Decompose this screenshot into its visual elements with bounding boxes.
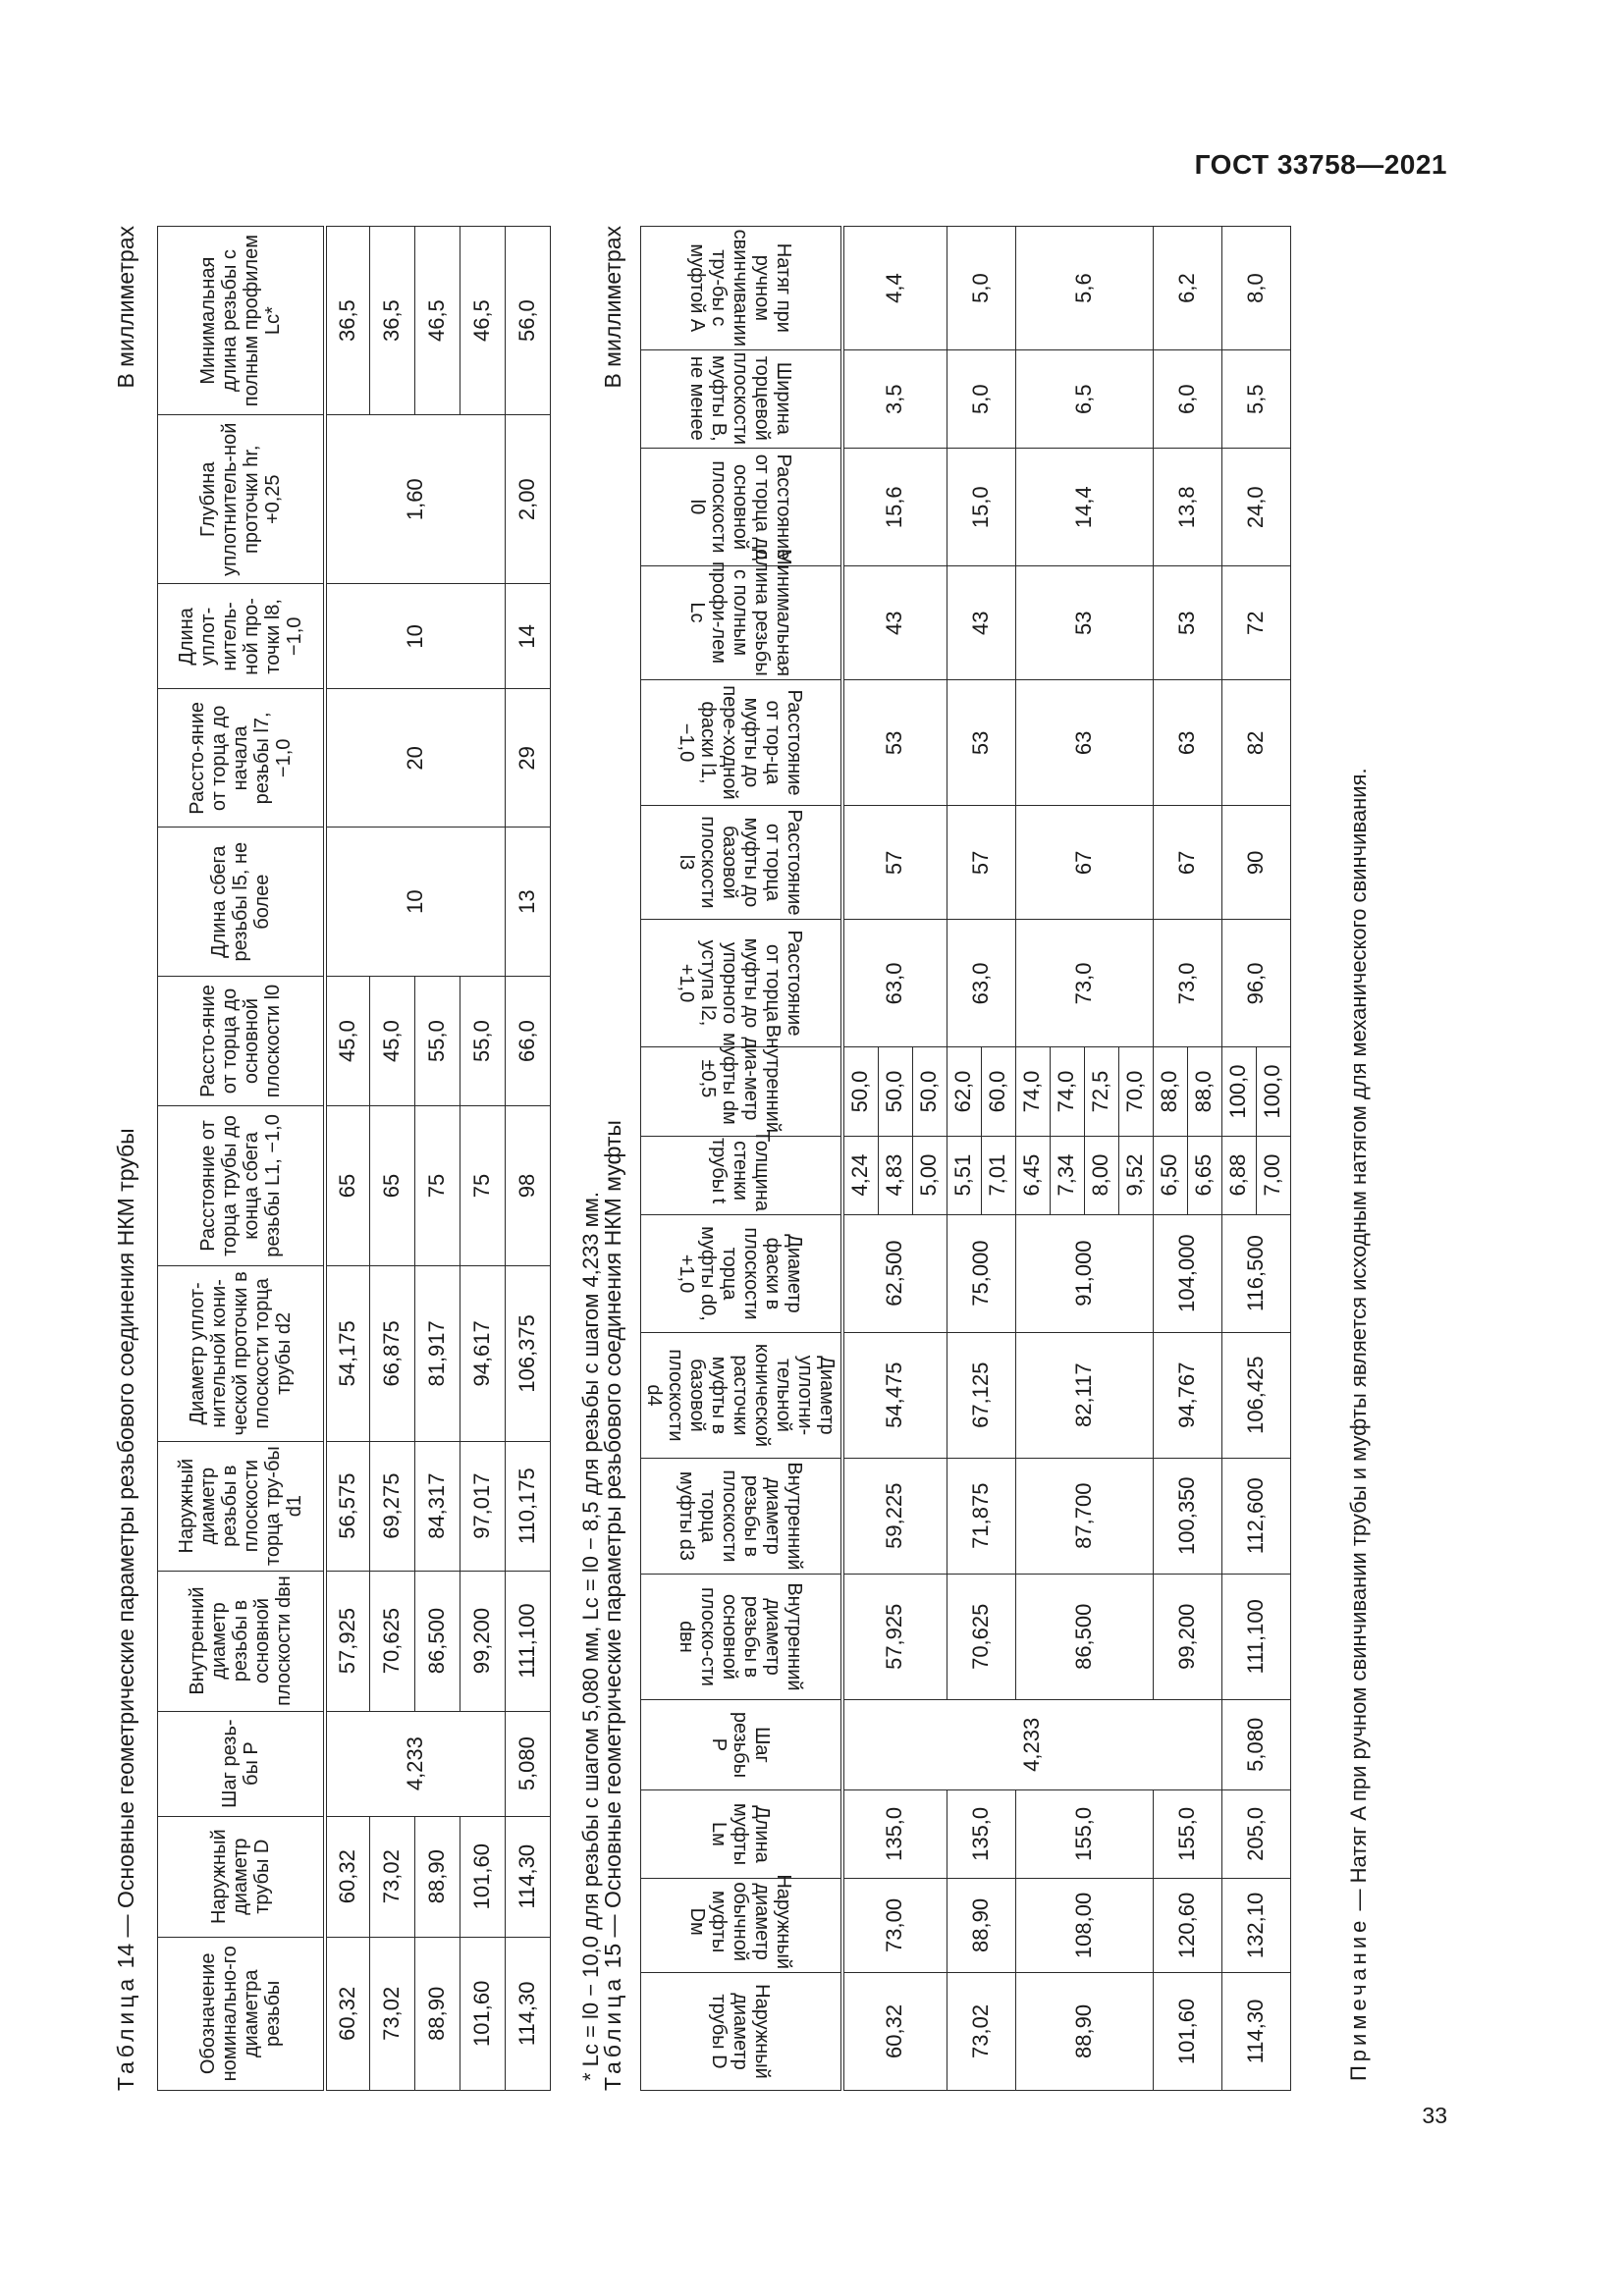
t15-cell: 104,000 bbox=[1153, 1214, 1221, 1332]
table15-unit: В миллиметрах bbox=[600, 226, 625, 389]
t14-h-Lc: Минимальная длина резьбы с полным профилем Lc* bbox=[158, 227, 325, 415]
t15-cell: 13,8 bbox=[1153, 449, 1221, 566]
t15-cell: 73,02 bbox=[947, 1972, 1015, 2090]
t15-cell: 155,0 bbox=[1153, 1789, 1221, 1878]
table14-caption bbox=[114, 1128, 139, 2091]
table-row bbox=[325, 227, 370, 2091]
t15-cell-pitch: 4,233 bbox=[842, 1699, 1222, 1789]
t15-cell: 24,0 bbox=[1221, 449, 1290, 566]
t15-cell: 132,10 bbox=[1221, 1878, 1290, 1972]
t15-cell: 70,625 bbox=[947, 1574, 1015, 1699]
t15-cell: 100,0 bbox=[1256, 1047, 1290, 1136]
table-row bbox=[1221, 227, 1256, 2091]
t15-cell: 62,0 bbox=[947, 1047, 981, 1136]
t14-cell-l8: 14 bbox=[506, 584, 551, 689]
t15-cell: 91,000 bbox=[1015, 1214, 1153, 1332]
t14-h-outer-d: Наружный диаметр трубы D bbox=[158, 1816, 325, 1937]
t14-cell: 101,60 bbox=[460, 1937, 506, 2090]
t14-cell: 70,625 bbox=[370, 1571, 415, 1711]
t15-h-D: Наружный диаметр трубы D bbox=[641, 1972, 842, 2090]
t14-cell-l8: 10 bbox=[325, 584, 506, 689]
t14-cell-l5: 13 bbox=[506, 828, 551, 977]
table15-note-text: — Натяг A при ручном свинчивании трубы и муфты является исходным натягом для механического свинчивания. bbox=[1346, 768, 1371, 1911]
t15-cell: 88,90 bbox=[947, 1878, 1015, 1972]
t15-cell: 73,0 bbox=[1015, 920, 1153, 1047]
table15-caption-num: 15 bbox=[600, 1943, 625, 1969]
t14-cell: 56,575 bbox=[325, 1441, 370, 1571]
t14-cell: 106,375 bbox=[506, 1266, 551, 1442]
t15-cell: 90 bbox=[1221, 806, 1290, 920]
t14-cell: 99,200 bbox=[460, 1571, 506, 1711]
t15-cell: 6,50 bbox=[1153, 1136, 1187, 1214]
t14-cell: 75 bbox=[415, 1105, 460, 1265]
t15-cell: 67 bbox=[1015, 806, 1153, 920]
t15-cell: 4,83 bbox=[878, 1136, 912, 1214]
t14-cell-l7: 20 bbox=[325, 689, 506, 828]
t15-h-l2: Расстояние от торца муфты до упорного уступа l2, +1,0 bbox=[641, 920, 842, 1047]
t15-h-A: Натяг при ручном свинчивании тру-бы с муфтой A bbox=[641, 227, 842, 350]
t15-cell: 7,01 bbox=[981, 1136, 1015, 1214]
t15-cell: 87,700 bbox=[1015, 1458, 1153, 1574]
t15-cell: 7,00 bbox=[1256, 1136, 1290, 1214]
t15-cell: 15,6 bbox=[842, 449, 947, 566]
t14-cell: 55,0 bbox=[415, 977, 460, 1106]
t15-cell: 71,875 bbox=[947, 1458, 1015, 1574]
t15-cell: 4,4 bbox=[842, 227, 947, 350]
t14-cell-l5: 10 bbox=[325, 828, 506, 977]
table14-caption-text: — Основные геометрические параметры резьбового соединения НКМ трубы bbox=[113, 1128, 138, 1938]
t15-cell: 100,350 bbox=[1153, 1458, 1221, 1574]
t14-cell: 94,617 bbox=[460, 1266, 506, 1442]
t15-cell: 75,000 bbox=[947, 1214, 1015, 1332]
t15-h-l1: Расстояние от тор-ца муфты до пере-ходной фаски l1, −1,0 bbox=[641, 680, 842, 806]
t15-cell: 50,0 bbox=[842, 1047, 879, 1136]
t15-cell: 106,425 bbox=[1221, 1332, 1290, 1458]
t14-h-l5: Длина сбега резьбы l5, не более bbox=[158, 828, 325, 977]
t15-cell: 100,0 bbox=[1221, 1047, 1256, 1136]
t15-cell: 14,4 bbox=[1015, 449, 1153, 566]
t15-cell: 67,125 bbox=[947, 1332, 1015, 1458]
t14-cell: 45,0 bbox=[325, 977, 370, 1106]
t14-cell-hr: 1,60 bbox=[325, 415, 506, 584]
t15-cell: 88,90 bbox=[1015, 1972, 1153, 2090]
t15-cell: 57,925 bbox=[842, 1574, 947, 1699]
t14-h-dvn: Внутренний диаметр резьбы в основной плоскости dвн bbox=[158, 1571, 325, 1711]
t15-cell: 82,117 bbox=[1015, 1332, 1153, 1458]
t15-cell: 8,0 bbox=[1221, 227, 1290, 350]
t14-h-d1: Наружный диаметр резьбы в плоскости торца тру-бы d1 bbox=[158, 1441, 325, 1571]
t15-cell: 96,0 bbox=[1221, 920, 1290, 1047]
t15-h-d4: Диаметр уплотни-тельной конической расточки муфты в базовой плоскости d4 bbox=[641, 1332, 842, 1458]
t15-cell: 111,100 bbox=[1221, 1574, 1290, 1699]
t14-cell: 36,5 bbox=[370, 227, 415, 415]
t14-h-pitch: Шаг резь-бы P bbox=[158, 1711, 325, 1816]
t14-cell: 56,0 bbox=[506, 227, 551, 415]
t15-cell: 82 bbox=[1221, 680, 1290, 806]
t15-cell: 5,6 bbox=[1015, 227, 1153, 350]
t15-cell: 86,500 bbox=[1015, 1574, 1153, 1699]
t15-h-Dm: Наружный диаметр обычной муфты Dм bbox=[641, 1878, 842, 1972]
t14-cell: 57,925 bbox=[325, 1571, 370, 1711]
t15-cell: 135,0 bbox=[947, 1789, 1015, 1878]
t15-cell: 63,0 bbox=[842, 920, 947, 1047]
t15-h-d0: Диаметр фаски в плоскости торца муфты d0, +1,0 bbox=[641, 1214, 842, 1332]
t15-cell: 5,00 bbox=[912, 1136, 947, 1214]
t14-h-l0: Рассто-яние от торца до основной плоскости l0 bbox=[158, 977, 325, 1106]
t14-cell: 110,175 bbox=[506, 1441, 551, 1571]
t15-cell: 88,0 bbox=[1153, 1047, 1187, 1136]
t15-cell: 72,5 bbox=[1084, 1047, 1118, 1136]
table14 bbox=[157, 226, 551, 2091]
t15-h-l3: Расстояние от торца муфты до базовой плоскости l3 bbox=[641, 806, 842, 920]
rotated-content bbox=[110, 226, 1396, 2091]
t15-cell: 53 bbox=[947, 680, 1015, 806]
t15-cell: 5,0 bbox=[947, 227, 1015, 350]
t15-cell: 6,65 bbox=[1187, 1136, 1221, 1214]
t14-cell: 84,317 bbox=[415, 1441, 460, 1571]
t15-cell: 8,00 bbox=[1084, 1136, 1118, 1214]
t15-cell: 63 bbox=[1153, 680, 1221, 806]
t15-cell: 5,5 bbox=[1221, 350, 1290, 449]
t14-h-hr: Глубина уплотнитель-ной проточки hr, +0,25 bbox=[158, 415, 325, 584]
table14-unit: В миллиметрах bbox=[113, 226, 138, 389]
t15-cell: 6,88 bbox=[1221, 1136, 1256, 1214]
t14-cell: 65 bbox=[325, 1105, 370, 1265]
t14-cell: 81,917 bbox=[415, 1266, 460, 1442]
table-row bbox=[947, 227, 981, 2091]
t14-cell: 46,5 bbox=[415, 227, 460, 415]
t15-cell: 101,60 bbox=[1153, 1972, 1221, 2090]
t14-cell: 66,0 bbox=[506, 977, 551, 1106]
t15-cell: 63,0 bbox=[947, 920, 1015, 1047]
t15-cell: 120,60 bbox=[1153, 1878, 1221, 1972]
t15-cell: 72 bbox=[1221, 566, 1290, 680]
t15-cell: 6,5 bbox=[1015, 350, 1153, 449]
t15-cell: 43 bbox=[842, 566, 947, 680]
t14-cell: 88,90 bbox=[415, 1937, 460, 2090]
t15-h-t: Толщина стенки трубы t bbox=[641, 1136, 842, 1214]
table15 bbox=[640, 226, 1291, 2091]
t15-cell: 108,00 bbox=[1015, 1878, 1153, 1972]
t15-cell: 5,0 bbox=[947, 350, 1015, 449]
t15-cell: 57 bbox=[947, 806, 1015, 920]
t15-cell: 59,225 bbox=[842, 1458, 947, 1574]
t14-cell-hr: 2,00 bbox=[506, 415, 551, 584]
t15-cell: 73,0 bbox=[1153, 920, 1221, 1047]
t15-cell: 155,0 bbox=[1015, 1789, 1153, 1878]
table14-footnote: * Lc = l0 − 10,0 для резьбы с шагом 5,080 мм, Lc = l0 − 8,5 для резьбы с шагом 4,233 мм. bbox=[578, 1191, 603, 2081]
t15-h-B: Ширина торцевой плоскости муфты B, не менее bbox=[641, 350, 842, 449]
t15-cell: 63 bbox=[1015, 680, 1153, 806]
t14-cell: 97,017 bbox=[460, 1441, 506, 1571]
t14-cell: 54,175 bbox=[325, 1266, 370, 1442]
t14-cell: 75 bbox=[460, 1105, 506, 1265]
t15-cell: 74,0 bbox=[1015, 1047, 1050, 1136]
t15-cell: 4,24 bbox=[842, 1136, 879, 1214]
t15-cell: 15,0 bbox=[947, 449, 1015, 566]
t15-cell: 50,0 bbox=[878, 1047, 912, 1136]
t15-cell: 43 bbox=[947, 566, 1015, 680]
table14-caption-prefix: Таблица bbox=[113, 1974, 138, 2091]
t14-cell-pitch: 4,233 bbox=[325, 1711, 506, 1816]
t15-cell: 114,30 bbox=[1221, 1972, 1290, 2090]
t15-cell-pitch: 5,080 bbox=[1221, 1699, 1290, 1789]
table-row bbox=[506, 227, 551, 2091]
t15-cell: 3,5 bbox=[842, 350, 947, 449]
t15-h-Lc: Минимальная длина резьбы с полным профи-лем Lc bbox=[641, 566, 842, 680]
t15-cell: 7,34 bbox=[1050, 1136, 1084, 1214]
t14-cell: 114,30 bbox=[506, 1937, 551, 2090]
t15-cell: 5,51 bbox=[947, 1136, 981, 1214]
t15-cell: 54,475 bbox=[842, 1332, 947, 1458]
t15-cell: 205,0 bbox=[1221, 1789, 1290, 1878]
t14-cell: 101,60 bbox=[460, 1816, 506, 1937]
t14-cell-pitch: 5,080 bbox=[506, 1711, 551, 1816]
t15-cell: 88,0 bbox=[1187, 1047, 1221, 1136]
t14-cell: 98 bbox=[506, 1105, 551, 1265]
t15-cell: 73,00 bbox=[842, 1878, 947, 1972]
t14-cell: 46,5 bbox=[460, 227, 506, 415]
t15-cell: 70,0 bbox=[1118, 1047, 1153, 1136]
t14-cell: 73,02 bbox=[370, 1937, 415, 2090]
t14-cell: 36,5 bbox=[325, 227, 370, 415]
t14-cell: 55,0 bbox=[460, 977, 506, 1106]
t14-cell: 60,32 bbox=[325, 1937, 370, 2090]
t14-cell: 86,500 bbox=[415, 1571, 460, 1711]
t15-h-dm: Внутренний диа-метр муфты dм ±0,5 bbox=[641, 1047, 842, 1136]
t14-h-l7: Рассто-яние от торца до начала резьбы l7, −1,0 bbox=[158, 689, 325, 828]
t15-cell: 6,2 bbox=[1153, 227, 1221, 350]
t15-cell: 57 bbox=[842, 806, 947, 920]
t15-cell: 60,32 bbox=[842, 1972, 947, 2090]
t15-cell: 62,500 bbox=[842, 1214, 947, 1332]
t14-cell: 66,875 bbox=[370, 1266, 415, 1442]
t14-cell: 88,90 bbox=[415, 1816, 460, 1937]
t15-cell: 74,0 bbox=[1050, 1047, 1084, 1136]
t15-cell: 53 bbox=[842, 680, 947, 806]
t15-cell: 6,45 bbox=[1015, 1136, 1050, 1214]
t15-cell: 53 bbox=[1153, 566, 1221, 680]
page-number: 33 bbox=[1422, 2103, 1447, 2128]
t14-cell-l7: 29 bbox=[506, 689, 551, 828]
t14-h-d2: Диаметр уплот-нительной кони-ческой проточки в плоскости торца трубы d2 bbox=[158, 1266, 325, 1442]
t14-cell: 45,0 bbox=[370, 977, 415, 1106]
t14-h-designation: Обозначение номинально-го диаметра резьбы bbox=[158, 1937, 325, 2090]
t15-h-Lm: Длина муфты Lм bbox=[641, 1789, 842, 1878]
t14-h-L1: Расстояние от торца трубы до конца сбега резьбы L1, −1,0 bbox=[158, 1105, 325, 1265]
t15-cell: 60,0 bbox=[981, 1047, 1015, 1136]
t14-cell: 69,275 bbox=[370, 1441, 415, 1571]
t14-cell: 60,32 bbox=[325, 1816, 370, 1937]
t14-h-l8: Длина уплот-нитель-ной про-точки l8, −1,0 bbox=[158, 584, 325, 689]
t15-cell: 112,600 bbox=[1221, 1458, 1290, 1574]
t15-cell: 116,500 bbox=[1221, 1214, 1290, 1332]
table15-note-prefix: Примечание bbox=[1346, 1916, 1371, 2081]
table-row bbox=[1015, 227, 1050, 2091]
t15-cell: 135,0 bbox=[842, 1789, 947, 1878]
t15-h-d3: Внутренний диаметр резьбы в плоскости торца муфты d3 bbox=[641, 1458, 842, 1574]
t14-cell: 65 bbox=[370, 1105, 415, 1265]
table-row bbox=[842, 227, 879, 2091]
table15-caption bbox=[601, 1120, 626, 2091]
table15-caption-text: — Основные геометрические параметры резьбового соединения НКМ муфты bbox=[600, 1120, 625, 1938]
t15-cell: 99,200 bbox=[1153, 1574, 1221, 1699]
t15-h-dvn: Внутренний диаметр резьбы в основной плоско-сти dвн bbox=[641, 1574, 842, 1699]
t15-cell: 67 bbox=[1153, 806, 1221, 920]
t15-cell: 53 bbox=[1015, 566, 1153, 680]
t15-h-l0: Расстояние от торца до основной плоскости l0 bbox=[641, 449, 842, 566]
t14-cell: 111,100 bbox=[506, 1571, 551, 1711]
t15-h-P: Шаг резьбы P bbox=[641, 1699, 842, 1789]
t15-cell: 50,0 bbox=[912, 1047, 947, 1136]
table14-caption-num: 14 bbox=[113, 1943, 138, 1969]
table-row bbox=[1153, 227, 1187, 2091]
t15-cell: 6,0 bbox=[1153, 350, 1221, 449]
document-header: ГОСТ 33758—2021 bbox=[1194, 149, 1447, 180]
table15-caption-prefix: Таблица bbox=[600, 1974, 625, 2091]
table15-note bbox=[1347, 768, 1372, 2081]
t14-cell: 114,30 bbox=[506, 1816, 551, 1937]
t15-cell: 9,52 bbox=[1118, 1136, 1153, 1214]
t15-cell: 94,767 bbox=[1153, 1332, 1221, 1458]
t14-cell: 73,02 bbox=[370, 1816, 415, 1937]
